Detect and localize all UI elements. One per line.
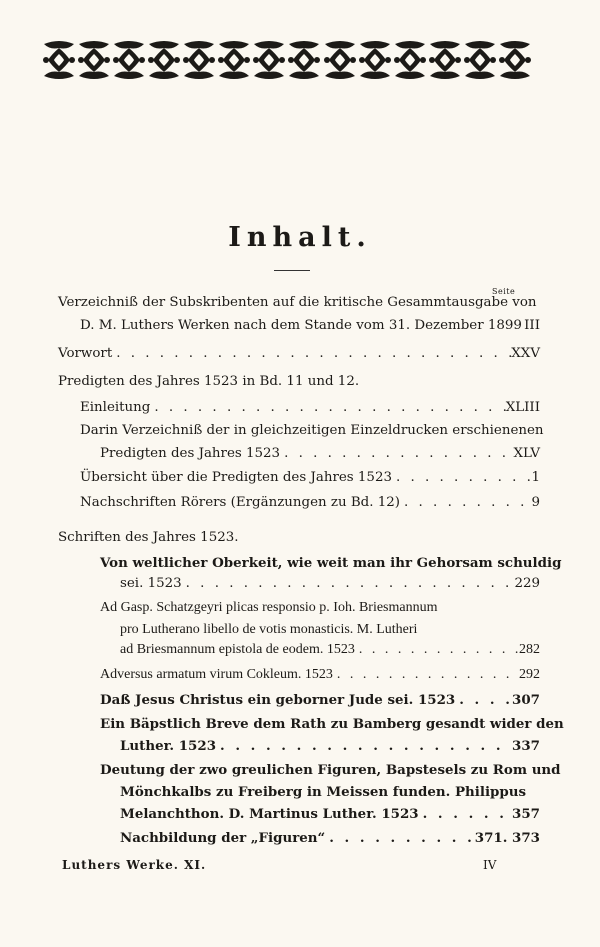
toc-page-number: 337 <box>512 738 540 754</box>
leader-dots <box>419 806 512 822</box>
leader-dots <box>216 738 512 754</box>
leader-dots <box>392 470 531 486</box>
fleuron-icon <box>428 40 462 80</box>
toc-entry-nachschriften <box>80 495 540 511</box>
toc-entry-text: Nachbildung der „Figuren“ <box>120 830 326 846</box>
fleuron-icon <box>77 40 111 80</box>
leader-dots <box>112 346 511 362</box>
footer-running-title: Luthers Werke. XI. <box>62 858 207 872</box>
fleuron-icon <box>147 40 181 80</box>
toc-entry-text: Übersicht über die Predigten des Jahres 1523 <box>80 470 392 485</box>
fleuron-icon <box>42 40 76 80</box>
fleuron-icon <box>287 40 321 80</box>
toc-entry-text: Adversus armatum virum Cokleum. 1523 <box>100 667 333 682</box>
toc-entry-darin-line2 <box>100 446 540 462</box>
toc-entry-breve-line1: Ein Bäpstlich Breve dem Rath zu Bamberg gesandt wider den <box>100 716 564 732</box>
toc-entry-deut1: Deutung der zwo greulichen Figuren, Bapstesels zu Rom und <box>100 762 561 778</box>
fleuron-icon <box>323 40 357 80</box>
toc-entry-text: ad Briesmannum epistola de eodem. 1523 <box>120 642 355 657</box>
toc-entry-text: Einleitung <box>80 400 151 415</box>
fleuron-icon <box>112 40 146 80</box>
toc-entry-schatzgeyri-line1: Ad Gasp. Schatzgeyri plicas responsio p. Ioh. Briesmannum <box>100 600 438 615</box>
toc-entry-text: Vorwort <box>58 346 113 361</box>
toc-entry-predigten: Predigten des Jahres 1523 in Bd. 11 und 12. <box>58 374 360 389</box>
toc-entry-text: D. M. Luthers Werken nach dem Stande vom 31. Dezember 1899 <box>80 318 522 333</box>
toc-entry-breve-line2 <box>120 738 540 754</box>
toc-page-number: III <box>524 318 540 333</box>
title-rule <box>274 270 310 271</box>
seite-label: Seite <box>492 287 516 296</box>
toc-entry-jesus-christus <box>100 692 540 708</box>
toc-entry-schriften: Schriften des Jahres 1523. <box>58 530 239 545</box>
toc-entry-schatzgeyri-line3 <box>120 642 540 658</box>
toc-page-number: 282 <box>519 642 540 657</box>
toc-entry-verzeichnis-line2 <box>80 318 540 334</box>
leader-dots <box>400 495 531 511</box>
toc-page-number: 357 <box>512 806 540 822</box>
leader-dots <box>455 692 512 708</box>
toc-page-number: 292 <box>519 667 540 682</box>
toc-page-number: 307 <box>512 692 540 708</box>
toc-entry-text: sei. 1523 <box>120 576 182 591</box>
toc-page-number: 9 <box>531 495 540 510</box>
fleuron-icon <box>498 40 532 80</box>
toc-entry-nachb <box>120 830 540 846</box>
toc-entry-schatzgeyri-line2: pro Lutherano libello de votis monasticis. M. Lutheri <box>120 622 418 637</box>
toc-entry-text: Predigten des Jahres 1523 <box>100 446 281 461</box>
toc-page-number: 229 <box>514 576 540 591</box>
header-ornament-band <box>42 40 532 80</box>
toc-entry-deut3 <box>120 806 540 822</box>
leader-dots <box>150 400 505 416</box>
toc-entry-deut2: Mönchkalbs zu Freiberg in Meissen funden. Philippus <box>120 784 527 800</box>
toc-entry-weltlicher-line2 <box>120 576 540 592</box>
toc-entry-verzeichnis-line1: Verzeichniß der Subskribenten auf die kritische Gesammtausgabe von <box>58 295 537 310</box>
toc-entry-text: Melanchthon. D. Martinus Luther. 1523 <box>120 806 419 822</box>
leader-dots <box>280 446 513 462</box>
leader-dots <box>355 642 519 658</box>
toc-entry-adversus <box>100 667 540 683</box>
leader-dots <box>333 667 519 683</box>
toc-entry-text: Nachschriften Rörers (Ergänzungen zu Bd. 12) <box>80 495 401 510</box>
toc-entry-vorwort <box>58 346 540 362</box>
toc-entry-einleitung <box>80 400 540 416</box>
toc-entry-uebersicht <box>80 470 540 486</box>
leader-dots <box>325 830 475 846</box>
footer-sheet-signature: IV <box>483 858 497 872</box>
fleuron-icon <box>182 40 216 80</box>
toc-entry-weltlicher-line1: Von weltlicher Oberkeit, wie weit man ihr Gehorsam schuldig <box>100 555 562 571</box>
fleuron-icon <box>217 40 251 80</box>
toc-entry-darin-line1: Darin Verzeichniß der in gleichzeitigen Einzeldrucken erschienenen <box>80 423 544 438</box>
toc-page-number: 1 <box>531 470 540 485</box>
fleuron-icon <box>252 40 286 80</box>
fleuron-icon <box>393 40 427 80</box>
toc-page-number: XXV <box>511 346 540 361</box>
page-title: Inhalt. <box>228 222 372 253</box>
toc-page-number: 371. 373 <box>474 830 540 846</box>
toc-entry-text: Luther. 1523 <box>120 738 217 754</box>
fleuron-icon <box>463 40 497 80</box>
toc-page-number: XLIII <box>505 400 540 415</box>
fleuron-icon <box>358 40 392 80</box>
leader-dots <box>182 576 515 592</box>
toc-page-number: XLV <box>513 446 540 461</box>
toc-entry-text: Daß Jesus Christus ein geborner Jude sei. 1523 <box>100 692 456 708</box>
